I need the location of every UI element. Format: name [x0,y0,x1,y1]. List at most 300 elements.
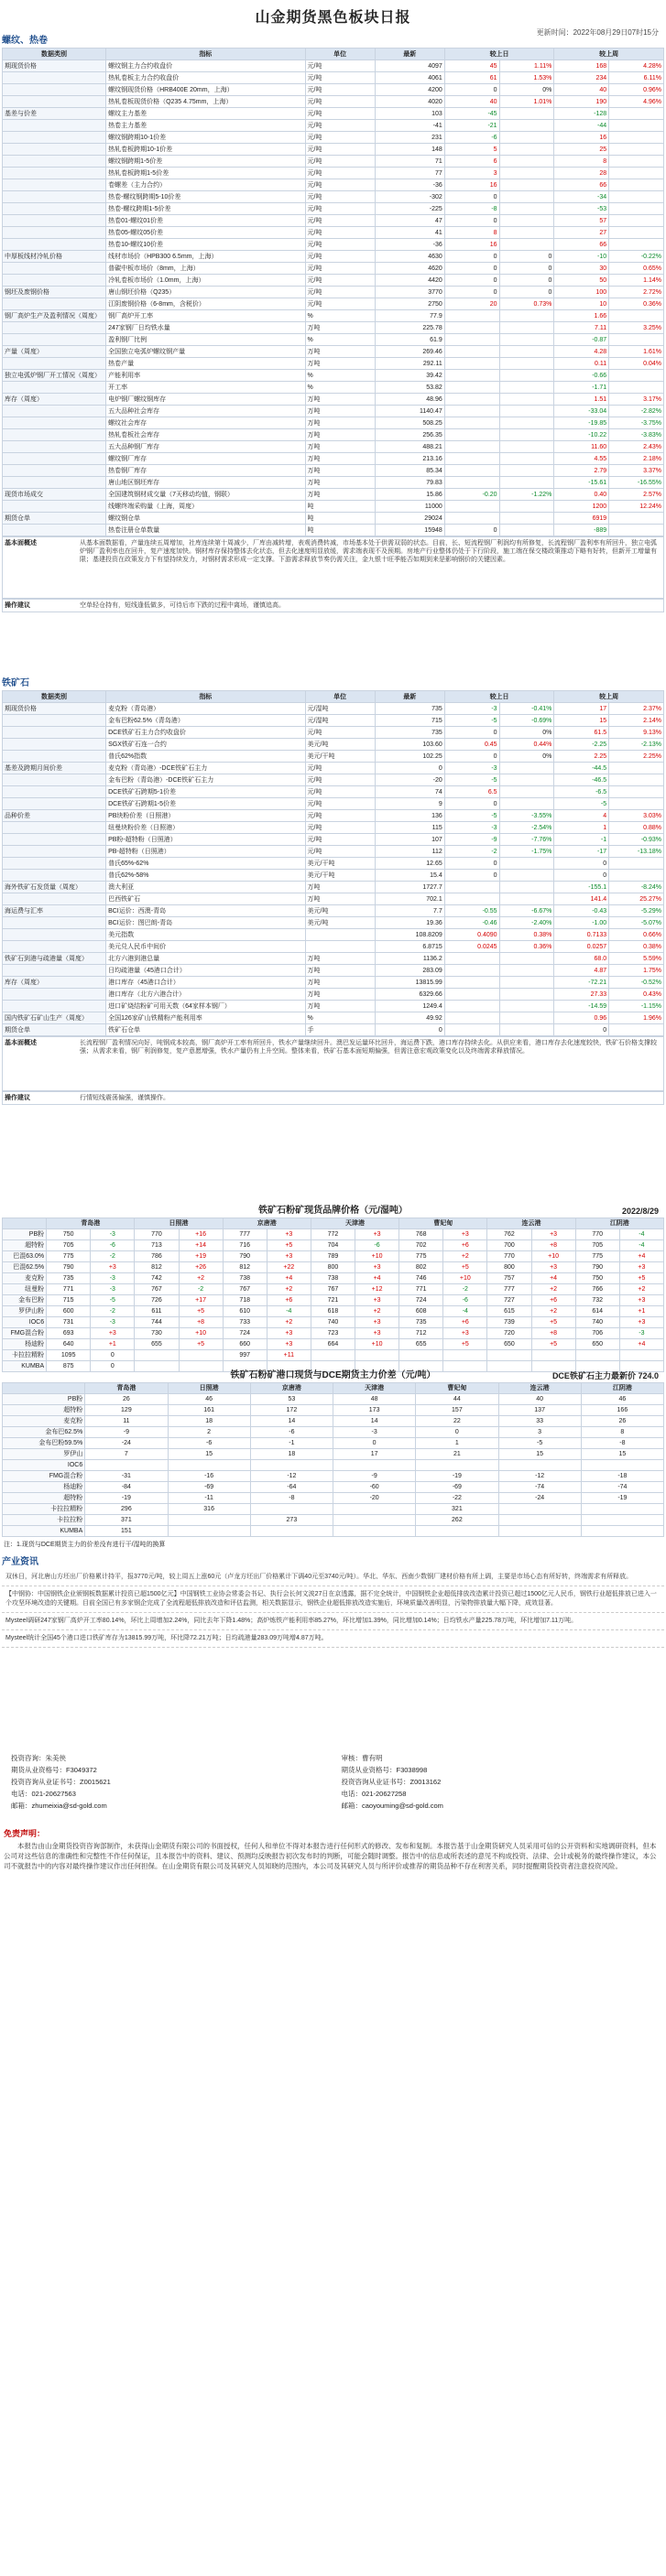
spot-price-value [399,1350,443,1361]
iron-cell-week-change: -14.59 [554,1001,609,1012]
iron-cell-unit [305,929,375,941]
steel-cell-unit: 元/吨 [305,275,375,287]
spot-brand-name: 麦克粉 [3,1273,47,1284]
iron-cell-indicator: 北方六港到港总量 [106,953,305,965]
iron-cell-day-pct: 0.36% [499,941,554,953]
table-row [3,870,664,882]
iron-cell-unit: 美元/吨 [305,739,375,751]
steel-cell-day-change: 5 [444,144,499,156]
spot-price-value: 767 [223,1284,267,1295]
table-row [3,786,664,798]
dce-spread-value [333,1504,416,1515]
steel-cell-week-pct: 4.28% [609,60,664,72]
spot-price-row [3,1251,664,1262]
spot-price-value: 739 [487,1317,531,1328]
steel-cell-latest: 4097 [375,60,444,72]
steel-cell-unit: 万吨 [305,406,375,417]
spot-price-value: 997 [223,1350,267,1361]
steel-cell-day-pct: 0% [499,84,554,96]
iron-cell-latest: 115 [375,822,444,834]
steel-table [2,48,664,536]
iron-cell-category [3,893,106,905]
spot-price-change: +3 [619,1317,663,1328]
spot-price-value: 777 [223,1229,267,1240]
steel-cell-unit: 元/吨 [305,60,375,72]
iron-cell-week-change: 61.5 [554,727,609,739]
iron-cell-indicator: 港口库存（北方六港合计） [106,989,305,1001]
steel-cell-latest: 85.34 [375,465,444,477]
iron-cell-week-pct: 2.25% [609,751,664,763]
dce-footnote: 注：1.现货与DCE期货主力的价差没有进行干/湿吨的换算 [4,1542,166,1548]
dce-spread-title [0,1369,666,1382]
steel-cell-unit: 万吨 [305,429,375,441]
dce-port-header: 天津港 [333,1383,416,1394]
iron-cell-week-pct [609,763,664,774]
dce-spread-value [168,1460,250,1471]
spot-price-value: 772 [311,1229,355,1240]
dce-spread-header [3,1383,664,1394]
steel-cell-week-pct: -0.22% [609,251,664,263]
disclaimer-title: 免责声明： [4,1829,46,1838]
iron-cell-day-change: -0.46 [444,917,499,929]
steel-cell-week-pct [609,132,664,144]
dce-latest [552,1369,659,1382]
steel-cell-day-change [444,429,499,441]
iron-cell-latest: 1249.4 [375,1001,444,1012]
iron-cell-unit: 手 [305,1024,375,1036]
steel-cell-latest: 488.21 [375,441,444,453]
dce-brand-name: PB粉 [3,1394,85,1405]
spot-price-value: 789 [311,1251,355,1262]
steel-cell-indicator: 热卷产量 [106,358,305,370]
steel-cell-indicator: 全国独立电弧炉螺纹钢产量 [106,346,305,358]
iron-cell-week-pct: 1.96% [609,1012,664,1024]
spot-port-header: 曹妃甸 [399,1218,487,1229]
dce-spread-value: -69 [416,1482,498,1493]
steel-cell-week-change: -15.61 [554,477,609,489]
steel-cell-unit: 万吨 [305,346,375,358]
steel-cell-day-change: 8 [444,227,499,239]
iron-cell-day-pct [499,893,554,905]
steel-cell-week-change: 0.40 [554,489,609,501]
spot-price-value: 664 [311,1339,355,1350]
spot-brand-name: 杨迪粉 [3,1339,47,1350]
dce-brand-name: 超特粉 [3,1405,85,1416]
iron-cell-indicator: 澳大利亚 [106,882,305,893]
dce-spread-value: 40 [498,1394,581,1405]
steel-basics [2,536,664,599]
dce-spread-value: 15 [581,1449,663,1460]
iron-cell-week-change: -2.25 [554,739,609,751]
steel-cell-week-pct [609,513,664,525]
spot-price-change: +5 [619,1273,663,1284]
dce-spread-value: -31 [85,1471,168,1482]
steel-cell-unit: 元/吨 [305,203,375,215]
dce-brand-name: 罗伊山 [3,1449,85,1460]
steel-cell-week-pct: 3.37% [609,465,664,477]
iron-cell-category: 基差及跨期月间价差 [3,763,106,774]
steel-cell-day-pct: 0 [499,263,554,275]
steel-cell-day-change [444,310,499,322]
dce-spread-value [416,1526,498,1537]
steel-cell-week-change: -0.66 [554,370,609,382]
iron-cell-latest: 107 [375,834,444,846]
steel-cell-category [3,120,106,132]
iron-basics-text: 长流程钢厂盈利情况向好，吨钢成本较高，钢厂高炉开工率有所回升，铁水产量继续回升。澳巴发运量环比回升，海运费下跌，港口库存持续去化。从供应来看，港口库存去化速度较快，铁矿石价格支撑较强；从需求来看，钢厂利润修复，复产意愿增强，铁水产量仍有上升空间。整体来看，铁矿石基本面短期偏强，但需注意宏观政策变化以及终端需求释放情况。 [80,1040,657,1055]
steel-cell-day-pct [499,370,554,382]
steel-cell-latest: 61.9 [375,334,444,346]
dce-spread-row [3,1449,664,1460]
steel-cell-unit: 元/吨 [305,239,375,251]
spot-price-value: 724 [399,1295,443,1306]
spot-price-change: +2 [619,1284,663,1295]
steel-cell-day-pct [499,334,554,346]
spot-price-change: +5 [267,1240,311,1251]
industry-section [0,1556,666,1648]
iron-cell-day-pct [499,858,554,870]
steel-cell-week-pct [609,334,664,346]
iron-cell-day-change: 0 [444,751,499,763]
steel-cell-latest: 213.16 [375,453,444,465]
dce-brand-name: 超特粉 [3,1493,85,1504]
iron-cell-week-change: -6.5 [554,786,609,798]
steel-cell-day-pct: 0 [499,251,554,263]
table-row [3,394,664,406]
iron-cell-category [3,870,106,882]
spot-price-change: +16 [179,1229,223,1240]
steel-cell-indicator: 螺纹社会库存 [106,417,305,429]
steel-cell-day-change [444,334,499,346]
steel-cell-day-pct [499,132,554,144]
iron-cell-day-change: 0 [444,798,499,810]
spot-price-change: +3 [619,1295,663,1306]
steel-cell-category [3,501,106,513]
dce-brand-name: 杨迪粉 [3,1482,85,1493]
iron-cell-week-pct [609,858,664,870]
dce-port-header: 曹妃甸 [416,1383,498,1394]
spot-price-value: 693 [47,1328,91,1339]
col-vs-prev-week: 较上周 [554,49,664,60]
steel-section-title: 螺纹、热卷 [2,36,48,46]
iron-cell-unit: 元/吨 [305,727,375,739]
steel-cell-day-pct [499,382,554,394]
iron-cell-week-pct: 0.43% [609,989,664,1001]
spot-price-change: +3 [355,1295,399,1306]
steel-cell-day-pct [499,191,554,203]
iron-cell-day-pct [499,953,554,965]
dce-spread-value [581,1526,663,1537]
iron-basics [2,1036,664,1091]
spot-price-value: 730 [135,1328,179,1339]
steel-cell-unit: % [305,382,375,394]
dce-spread-value: -5 [498,1438,581,1449]
spot-price-change: -4 [619,1240,663,1251]
spot-brand-name: 罗伊山粉 [3,1306,47,1317]
industry-item: Mysteel统计全国45个港口进口铁矿库存为13815.99万吨，环比降72.21万吨；日均疏港量283.09万吨增4.87万吨。 [2,1630,664,1648]
reviewer-email[interactable]: 邮箱：caoyouming@sd-gold.com [341,1802,443,1810]
iron-cell-day-change: 0.45 [444,739,499,751]
iron-cell-latest: 13815.99 [375,977,444,989]
analyst-left [2,1752,333,1812]
table-row [3,168,664,179]
iron-cell-latest: 19.36 [375,917,444,929]
iron-cell-day-change [444,989,499,1001]
analyst-phone: 电话：021-20627563 [11,1790,76,1798]
spot-brand-name: 巴混63.0% [3,1251,47,1262]
spot-price-value: 706 [575,1328,619,1339]
disclaimer-text: 本报告由山金期货投资咨询部制作，未获得山金期货有限公司的书面授权，任何人和单位不得对本报告进行任何形式的修改、发布和复制。本报告基于山金期货研究人员采用可信的公开资料和实地调研资料，但本公司对这些信息的准确性和完整性不作任何保证，且本报告中的资料、建议、预测均反映报告初次发布时的判断，可能会随时调整。报告中的信息或所表述的意见不构成投资、法律、会计或税务的最终操作建议，本公司不就报告中的内容对最终操作建议作出任何担保。在山金期货有限公司及其研究人员知晓的范围内，本公司及其研究人员与所评价或推荐的期货品种不存在利害关系，同时提醒期货投资者注意投资风险。 [4,1842,657,1870]
spot-price-change: 0 [91,1350,135,1361]
iron-cell-indicator: 金布巴粉62.5%（青岛港） [106,715,305,727]
steel-cell-week-change: 50 [554,275,609,287]
iron-cell-indicator: 普氏62%-58% [106,870,305,882]
dce-spread-section [0,1369,666,1549]
spot-price-value: 611 [135,1306,179,1317]
spot-price-change [531,1350,575,1361]
steel-cell-week-change: 1200 [554,501,609,513]
spot-brand-name: 巴混62.5% [3,1262,47,1273]
table-row [3,1001,664,1012]
col-indicator: 指标 [106,691,305,703]
iron-cell-week-change: -0.43 [554,905,609,917]
spot-price-change: +2 [355,1306,399,1317]
dce-spread-value: -69 [168,1482,250,1493]
table-row [3,727,664,739]
steel-cell-unit: 万吨 [305,477,375,489]
spot-price-change: +17 [179,1295,223,1306]
spot-price-change: +6 [443,1317,487,1328]
table-row [3,917,664,929]
iron-cell-day-pct [499,882,554,893]
steel-cell-day-change [444,417,499,429]
spot-corner [3,1218,47,1229]
spot-price-change: +12 [355,1284,399,1295]
steel-cell-latest: 292.11 [375,358,444,370]
steel-cell-day-change: 6 [444,156,499,168]
spot-price-change: +3 [355,1328,399,1339]
table-row [3,346,664,358]
spot-price-row [3,1262,664,1273]
dce-spread-value: 2 [168,1427,250,1438]
dce-spread-value: 3 [498,1427,581,1438]
spot-price-change: 0 [91,1361,135,1372]
dce-brand-name: 金布巴粉59.5% [3,1438,85,1449]
dce-spread-value: 273 [250,1515,333,1526]
steel-cell-day-pct [499,406,554,417]
dce-spread-value: -6 [250,1427,333,1438]
iron-cell-day-pct: -2.54% [499,822,554,834]
table-row [3,1012,664,1024]
spot-price-value: 812 [223,1262,267,1273]
dce-spread-value: -3 [333,1427,416,1438]
spot-price-value: 750 [575,1273,619,1284]
table-row [3,453,664,465]
steel-cell-category [3,239,106,251]
iron-cell-latest: 0 [375,763,444,774]
steel-cell-unit: 元/吨 [305,120,375,132]
iron-cell-indicator: BCI运价：图巴朗-青岛 [106,917,305,929]
col-latest: 最新 [375,49,444,60]
steel-cell-week-change: -33.04 [554,406,609,417]
iron-cell-day-change: 0 [444,858,499,870]
iron-cell-week-pct: 5.59% [609,953,664,965]
steel-cell-latest: 3770 [375,287,444,298]
table-row [3,513,664,525]
spot-price-title [0,1205,666,1218]
iron-cell-unit: 元/湿吨 [305,703,375,715]
spot-price-date: 2022/8/29 [621,1207,659,1216]
analyst-email[interactable]: 邮箱：zhumeixia@sd-gold.com [11,1802,107,1810]
steel-cell-indicator: 热卷注册仓单数量 [106,525,305,536]
dce-brand-name: FMG混合粉 [3,1471,85,1482]
iron-cell-week-change: -5 [554,798,609,810]
steel-basics-label: 基本面概述 [5,540,37,547]
update-time: 更新时间：2022年08月29日07时15分 [536,28,659,37]
spot-price-change: -6 [355,1240,399,1251]
dce-spread-value: 44 [416,1394,498,1405]
steel-cell-week-change: 66 [554,179,609,191]
steel-cell-indicator: 热轧卷板跨期10-1价差 [106,144,305,156]
iron-cell-day-pct: -0.69% [499,715,554,727]
spot-price-change: +4 [619,1251,663,1262]
dce-spread-value: 157 [416,1405,498,1416]
dce-spread-value: -11 [168,1493,250,1504]
iron-cell-indicator: 纽曼块粉价差（日照港） [106,822,305,834]
table-row [3,144,664,156]
iron-cell-indicator: 全国126家矿山铁精粉产能利用率 [106,1012,305,1024]
table-row [3,953,664,965]
spot-price-change: -4 [619,1229,663,1240]
steel-cell-week-pct: 4.96% [609,96,664,108]
spot-price-value: 740 [575,1317,619,1328]
table-row [3,858,664,870]
steel-cell-day-pct [499,144,554,156]
iron-cell-unit: 元/吨 [305,786,375,798]
table-row [3,179,664,191]
table-row [3,120,664,132]
steel-cell-unit: 元/吨 [305,84,375,96]
dce-spread-value: -9 [85,1427,168,1438]
steel-cell-day-change: -6 [444,132,499,144]
dce-spread-row [3,1471,664,1482]
spot-price-row [3,1229,664,1240]
steel-cell-unit: 万吨 [305,394,375,406]
spot-price-change: +3 [267,1339,311,1350]
spot-brand-name: PB粉 [3,1229,47,1240]
spot-price-change: +10 [531,1251,575,1262]
iron-cell-latest: 735 [375,727,444,739]
dce-spread-value: 296 [85,1504,168,1515]
table-row [3,798,664,810]
steel-cell-unit: 万吨 [305,417,375,429]
spot-price-value [487,1350,531,1361]
dce-spread-value [498,1515,581,1526]
iron-table-header [3,691,664,703]
dce-spread-value: -16 [168,1471,250,1482]
iron-cell-latest: 9 [375,798,444,810]
iron-cell-week-change: 15 [554,715,609,727]
steel-cell-category [3,215,106,227]
spot-price-change: -3 [91,1229,135,1240]
spot-price-value: 775 [47,1251,91,1262]
spot-price-value: 790 [223,1251,267,1262]
iron-cell-latest: 0 [375,1024,444,1036]
steel-cell-week-pct: -3.75% [609,417,664,429]
table-row [3,96,664,108]
iron-cell-day-change: 0 [444,870,499,882]
table-row [3,60,664,72]
iron-cell-week-change: 68.0 [554,953,609,965]
iron-cell-day-pct: -2.40% [499,917,554,929]
spot-price-change [443,1350,487,1361]
table-row [3,358,664,370]
iron-cell-day-change: -5 [444,810,499,822]
table-row [3,429,664,441]
spot-price-value: 790 [575,1262,619,1273]
steel-cell-unit: 万吨 [305,358,375,370]
steel-cell-day-change: 0 [444,251,499,263]
dce-spread-value: -19 [85,1493,168,1504]
steel-cell-week-change: 25 [554,144,609,156]
spot-price-change: -4 [443,1306,487,1317]
iron-cell-indicator: SGX铁矿石连一合约 [106,739,305,751]
steel-cell-category [3,227,106,239]
iron-cell-week-pct [609,774,664,786]
spot-price-value: 766 [575,1284,619,1295]
iron-cell-unit: 美元/吨 [305,917,375,929]
dce-corner [3,1383,85,1394]
steel-cell-category: 现货市场成交 [3,489,106,501]
steel-cell-week-change: -1.71 [554,382,609,394]
analyst-cert-futures: 期货从业资格号：F3049372 [11,1766,97,1774]
dce-brand-name: 麦克粉 [3,1416,85,1427]
steel-cell-indicator: 热轧卷板社会库存 [106,429,305,441]
steel-cell-day-pct [499,513,554,525]
steel-cell-unit: % [305,310,375,322]
steel-cell-day-pct [499,239,554,251]
steel-cell-week-change: 40 [554,84,609,96]
table-row [3,227,664,239]
steel-cell-indicator: 江阴废钢价格（6-8mm，含税价） [106,298,305,310]
steel-cell-unit: 元/吨 [305,96,375,108]
dce-spread-value: 15 [498,1449,581,1460]
spot-price-value: 700 [487,1240,531,1251]
dce-spread-value: -19 [581,1493,663,1504]
table-row [3,941,664,953]
col-latest: 最新 [375,691,444,703]
dce-spread-value: -84 [85,1482,168,1493]
steel-cell-indicator: 热卷01-螺纹01价差 [106,215,305,227]
steel-cell-unit: 吨 [305,513,375,525]
industry-item: Mysteel调研247家钢厂高炉开工率80.14%，环比上周增加2.24%，同比去年下降1.48%；高炉炼铁产能利用率85.27%，环比增加1.39%，同比增加0.14%；日均铁水产量225.78万吨，环比增加7.11万吨。 [2,1613,664,1630]
iron-cell-week-pct: 0.88% [609,822,664,834]
iron-cell-week-pct: -5.07% [609,917,664,929]
dce-latest-value: 724.0 [638,1371,659,1380]
steel-cell-week-pct: 2.72% [609,287,664,298]
steel-cell-week-change: 168 [554,60,609,72]
dce-spread-value [250,1504,333,1515]
iron-cell-category [3,846,106,858]
steel-cell-latest: 256.35 [375,429,444,441]
steel-cell-week-pct: 2.18% [609,453,664,465]
table-row [3,929,664,941]
iron-cell-day-pct [499,965,554,977]
spot-price-value: 790 [47,1262,91,1273]
steel-cell-unit: 元/吨 [305,263,375,275]
steel-cell-latest: 4630 [375,251,444,263]
spot-price-value: 727 [487,1295,531,1306]
steel-cell-unit: 元/吨 [305,191,375,203]
